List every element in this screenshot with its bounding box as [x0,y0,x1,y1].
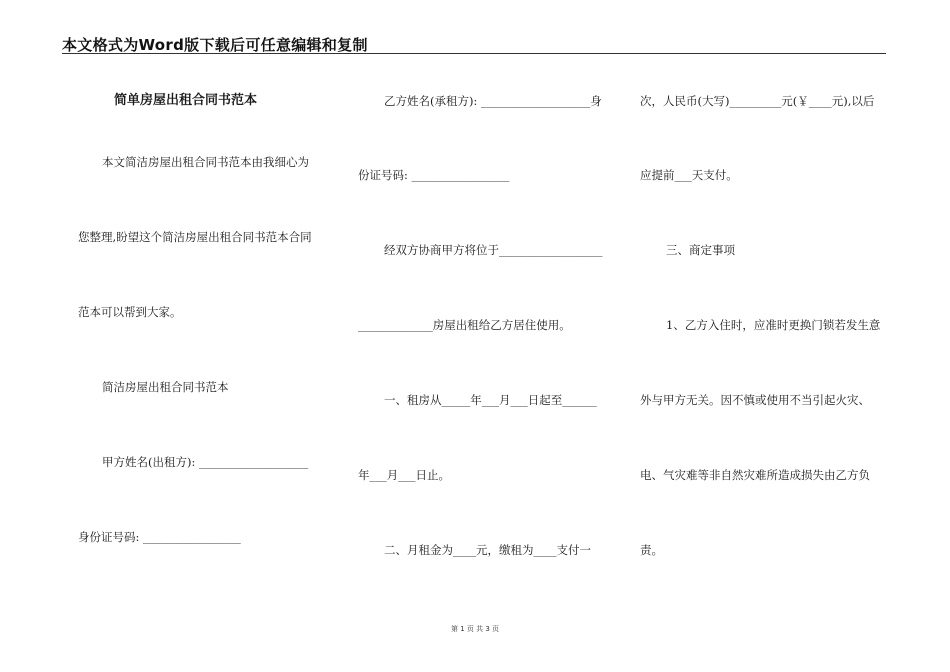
document-title: 简单房屋出租合同书范本 [114,93,258,108]
section-heading: 三、商定事项 [666,243,735,257]
paragraph-line: 1、乙方入住时，应准时更换门锁若发生意 [666,318,881,332]
paragraph-line: 经双方协商甲方将位于__________________ [384,243,603,257]
paragraph-line: 您整理,盼望这个简洁房屋出租合同书范本合同 [78,230,312,244]
lessor-name-field: 甲方姓名(出租方): ___________________ [102,455,309,469]
rent-line: 二、月租金为____元，缴租为____支付一 [384,543,591,557]
header-title: 本文格式为Word版下载后可任意编辑和复制 [62,36,368,54]
rent-line: 次，人民币(大写)_________元(￥____元),以后 [640,94,875,108]
paragraph-line: 电、气灾难等非自然灾难所造成损失由乙方负 [640,468,870,482]
lessee-name-field: 乙方姓名(承租方): ___________________身 [384,94,602,108]
section-title: 简洁房屋出租合同书范本 [102,380,229,394]
lease-term-line: 年___月___日止。 [358,468,450,482]
paragraph-line: _____________房屋出租给乙方居住使用。 [358,318,571,332]
paragraph-line: 外与甲方无关。因不慎或使用不当引起火灾、 [640,393,870,407]
paragraph-line: 范本可以帮到大家。 [78,305,182,319]
paragraph-line: 本文简洁房屋出租合同书范本由我细心为 [102,155,309,169]
text-column-3 [628,0,898,672]
text-column-2 [346,0,616,672]
lessor-id-field: 身份证号码: _________________ [78,530,241,544]
page-number: 第 1 页 共 3 页 [450,625,500,633]
paragraph-line: 应提前___天支付。 [640,168,738,182]
lessee-id-field: 份证号码: _________________ [358,168,510,182]
paragraph-line: 责。 [640,543,663,557]
text-column-1 [62,0,332,672]
lease-term-line: 一、租房从_____年___月___日起至______ [384,393,597,407]
